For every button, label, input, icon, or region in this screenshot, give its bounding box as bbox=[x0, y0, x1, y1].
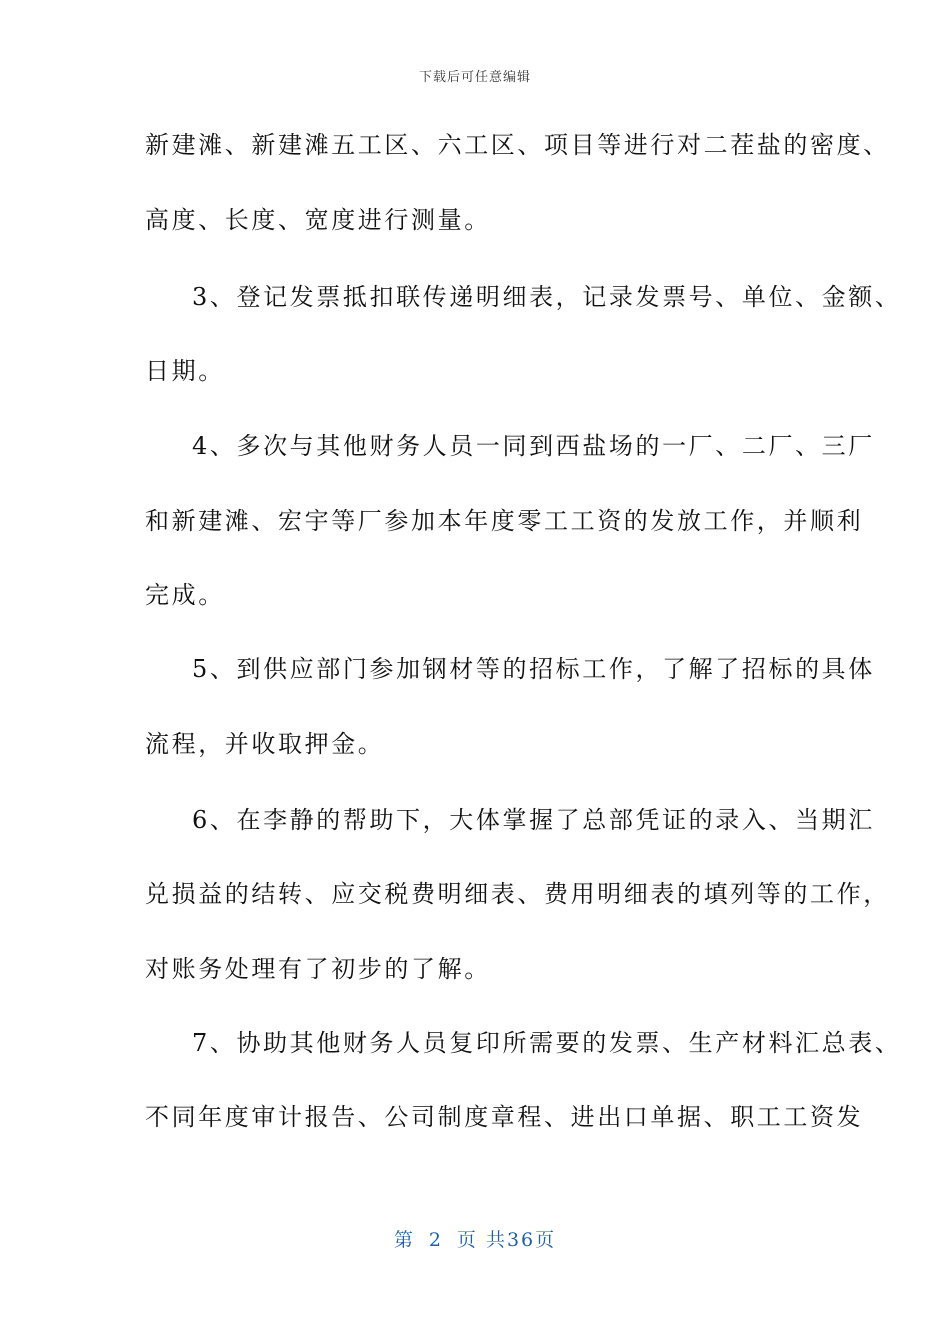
body-line: 高度、长度、宽度进行测量。 bbox=[145, 206, 491, 234]
body-line: 不同年度审计报告、公司制度章程、进出口单据、职工工资发 bbox=[145, 1103, 864, 1131]
footer-suffix: 页 bbox=[535, 1229, 557, 1251]
body-line: 兑损益的结转、应交税费明细表、费用明细表的填列等的工作， bbox=[145, 880, 890, 908]
body-line: 完成。 bbox=[145, 581, 225, 609]
body-line-item-7: 7、协助其他财务人员复印所需要的发票、生产材料汇总表、 bbox=[192, 1029, 902, 1057]
body-line: 对账务处理有了初步的了解。 bbox=[145, 955, 491, 983]
footer-prefix: 第 bbox=[393, 1229, 415, 1251]
body-line-item-4: 4、多次与其他财务人员一同到西盐场的一厂、二厂、三厂 bbox=[192, 432, 875, 460]
body-line-item-3: 3、登记发票抵扣联传递明细表，记录发票号、单位、金额、 bbox=[192, 283, 902, 311]
page-footer bbox=[0, 1225, 950, 1252]
page-header-note: 下载后可任意编辑 bbox=[418, 70, 531, 85]
body-line: 流程，并收取押金。 bbox=[145, 730, 385, 758]
body-line: 和新建滩、宏宇等厂参加本年度零工工资的发放工作，并顺利 bbox=[145, 507, 864, 535]
footer-total-pages: 36 bbox=[506, 1229, 536, 1251]
body-line: 新建滩、新建滩五工区、六工区、项目等进行对二茬盐的密度、 bbox=[145, 131, 890, 159]
footer-middle: 页 共 bbox=[456, 1229, 507, 1251]
body-line: 日期。 bbox=[145, 357, 225, 385]
body-line-item-6: 6、在李静的帮助下，大体掌握了总部凭证的录入、当期汇 bbox=[192, 806, 875, 834]
body-line-item-5: 5、到供应部门参加钢材等的招标工作，了解了招标的具体 bbox=[192, 655, 875, 683]
footer-current-page: 2 bbox=[428, 1229, 443, 1251]
